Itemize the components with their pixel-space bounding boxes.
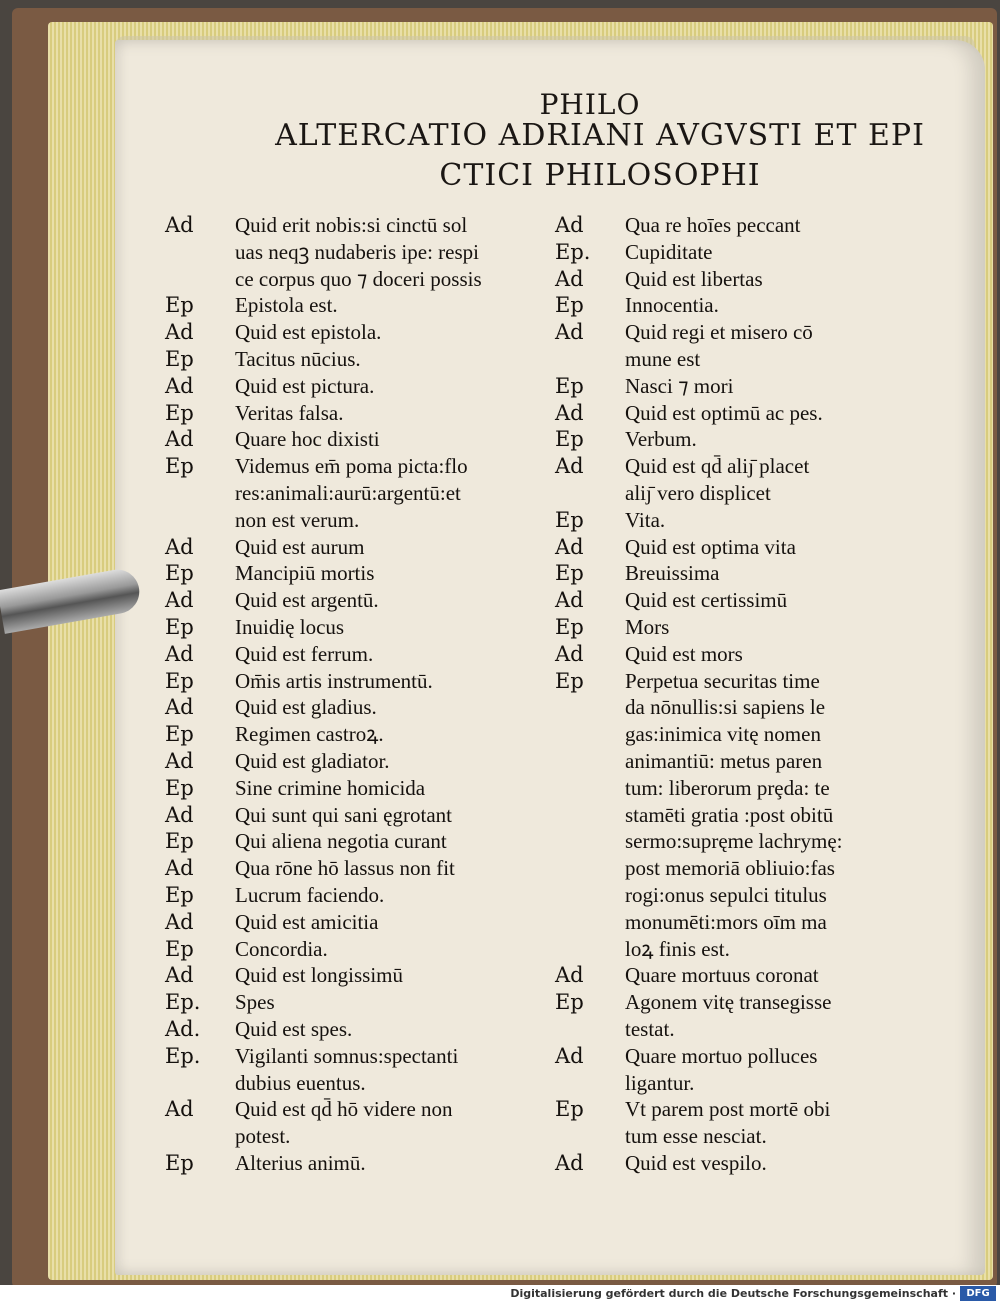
dialogue-text xyxy=(235,962,403,989)
dialogue-text xyxy=(235,641,373,668)
speaker-label: Ad xyxy=(165,856,194,881)
dialogue-entry xyxy=(555,560,900,587)
dialogue-entry xyxy=(165,775,545,802)
text-line: res:animali:aurū:argentū:et xyxy=(235,480,461,505)
dialogue-entry xyxy=(555,668,900,963)
dialogue-entry xyxy=(555,614,900,641)
dialogue-text xyxy=(625,614,669,641)
speaker-label: Ad xyxy=(555,454,584,479)
text-line: dubius euentus. xyxy=(235,1070,366,1095)
text-line: Sine crimine homicida xyxy=(235,775,426,800)
text-line: Quid erit nobis:si cinctū sol xyxy=(235,213,468,237)
dialogue-text xyxy=(625,962,819,989)
dialogue-entry xyxy=(555,319,900,373)
text-line: tum esse nesciat. xyxy=(625,1124,767,1149)
speaker-label: Ep xyxy=(555,427,584,452)
dialogue-entry xyxy=(165,614,545,641)
text-line: Quid est mors xyxy=(625,641,743,666)
footer-bar xyxy=(0,1285,1000,1303)
text-line: Vita. xyxy=(625,507,666,532)
dialogue-text xyxy=(625,534,796,561)
speaker-label: Ad xyxy=(165,373,194,398)
speaker-label: Ep xyxy=(165,1150,194,1175)
speaker-label: Ad xyxy=(165,427,194,452)
dialogue-text xyxy=(235,748,390,775)
dialogue-entry xyxy=(555,962,900,989)
dialogue-entry xyxy=(555,1150,900,1177)
dialogue-entry xyxy=(165,292,545,319)
footer-text: Digitalisierung gefördert durch die Deutsche Forschungsgemeinschaft · xyxy=(510,1287,956,1300)
text-line: Quid est gladius. xyxy=(235,695,377,720)
dialogue-text xyxy=(235,1150,366,1177)
dialogue-entry xyxy=(165,989,545,1016)
text-line: Cupiditate xyxy=(625,239,713,264)
text-line: Breuissima xyxy=(625,561,720,586)
text-line: Quid est optima vita xyxy=(625,534,796,559)
dialogue-text xyxy=(235,400,343,427)
speaker-label: Ad xyxy=(165,748,194,773)
dialogue-entry xyxy=(165,882,545,909)
text-line: Qui aliena negotia curant xyxy=(235,829,447,854)
speaker-label: Ad xyxy=(165,1097,194,1122)
dialogue-entry xyxy=(165,668,545,695)
dialogue-entry xyxy=(165,1096,545,1150)
text-line: Quid est longissimū xyxy=(235,963,404,988)
text-line: Videmus em̄ poma picta:flo xyxy=(235,454,468,479)
text-line: ce corpus quo ⁊ doceri possis xyxy=(235,266,482,291)
dialogue-text xyxy=(235,587,379,614)
speaker-label: Ad xyxy=(555,588,584,613)
text-line: Quid est ferrum. xyxy=(235,641,374,666)
dialogue-text xyxy=(625,641,743,668)
text-line: tum: liberorum prȩda: te xyxy=(625,775,830,800)
text-line: stamēti gratia :post obitū xyxy=(625,802,834,827)
dialogue-entry xyxy=(165,802,545,829)
speaker-label: Ep xyxy=(555,668,584,693)
dialogue-entry xyxy=(555,373,900,400)
speaker-label: Ep xyxy=(165,936,194,961)
dialogue-text xyxy=(625,212,801,239)
dialogue-entry xyxy=(165,1043,545,1097)
speaker-label: Ep xyxy=(165,775,194,800)
dialogue-text xyxy=(235,775,425,802)
text-line: testat. xyxy=(625,1016,675,1041)
text-line: Regimen castroꝝ. xyxy=(235,722,384,747)
speaker-label: Ad xyxy=(165,963,194,988)
dialogue-text xyxy=(235,882,384,909)
dialogue-text xyxy=(625,668,843,963)
speaker-label: Ep xyxy=(165,668,194,693)
speaker-label: Ep xyxy=(555,614,584,639)
speaker-label: Ep xyxy=(555,561,584,586)
running-head: PHILO xyxy=(539,88,641,121)
dialogue-text xyxy=(625,587,787,614)
dialogue-text xyxy=(235,1016,352,1043)
text-line: Agonem vitę transegisse xyxy=(625,990,832,1015)
dialogue-entry xyxy=(165,587,545,614)
text-line: Quid est vespilo. xyxy=(625,1150,767,1175)
speaker-label: Ad. xyxy=(165,1016,201,1041)
dialogue-text xyxy=(235,534,364,561)
dialogue-text xyxy=(235,668,433,695)
dialogue-text xyxy=(625,453,809,507)
text-line: Quid est qd̄ hō videre non xyxy=(235,1097,453,1122)
dialogue-text xyxy=(235,319,381,346)
dialogue-text xyxy=(235,855,455,882)
dialogue-entry xyxy=(165,534,545,561)
dialogue-text xyxy=(235,373,374,400)
speaker-label: Ep xyxy=(165,293,194,318)
speaker-label: Ad xyxy=(165,802,194,827)
text-line: Om̄is artis instrumentū. xyxy=(235,668,433,693)
text-line: Veritas falsa. xyxy=(235,400,344,425)
speaker-label: Ep xyxy=(555,507,584,532)
dialogue-text xyxy=(235,909,378,936)
text-line: Vigilanti somnus:spectanti xyxy=(235,1043,459,1068)
text-line: Epistola est. xyxy=(235,293,338,318)
dialogue-text xyxy=(235,426,380,453)
dialogue-entry xyxy=(165,748,545,775)
speaker-label: Ep xyxy=(165,829,194,854)
title-line-2: CTICI PHILOSOPHI xyxy=(439,158,761,193)
speaker-label: Ad xyxy=(165,695,194,720)
dialogue-entry xyxy=(555,534,900,561)
right-column xyxy=(555,212,900,1177)
text-line: Verbum. xyxy=(625,427,697,452)
text-line: Qui sunt qui sani ęgrotant xyxy=(235,802,452,827)
speaker-label: Ep. xyxy=(165,1043,201,1068)
text-line: Quid est optimū ac pes. xyxy=(625,400,823,425)
dialogue-text xyxy=(625,507,665,534)
dialogue-entry xyxy=(165,400,545,427)
speaker-label: Ep. xyxy=(165,990,201,1015)
text-line: Quid est amicitia xyxy=(235,909,379,934)
left-column xyxy=(165,212,545,1177)
dialogue-text xyxy=(625,989,831,1043)
dialogue-entry xyxy=(165,855,545,882)
dialogue-text xyxy=(235,560,374,587)
text-line: non est verum. xyxy=(235,507,360,532)
dialogue-entry xyxy=(555,400,900,427)
dialogue-text xyxy=(625,292,719,319)
text-line: Qua rōne hō lassus non fit xyxy=(235,856,455,881)
dialogue-text xyxy=(235,802,452,829)
dialogue-text xyxy=(625,426,697,453)
dialogue-entry xyxy=(555,239,900,266)
text-line: Nasci ⁊ mori xyxy=(625,373,734,398)
text-line: Alterius animū. xyxy=(235,1150,366,1175)
text-line: monumēti:mors oīm ma xyxy=(625,909,827,934)
dialogue-entry xyxy=(165,426,545,453)
text-line: Quid regi et misero cō xyxy=(625,320,813,345)
speaker-label: Ep xyxy=(555,293,584,318)
dialogue-entry xyxy=(555,587,900,614)
dialogue-text xyxy=(235,828,447,855)
text-line: aliȷ̄ vero displicet xyxy=(625,480,771,505)
dialogue-text xyxy=(625,1096,830,1150)
dialogue-entry xyxy=(555,453,900,507)
speaker-label: Ad xyxy=(555,400,584,425)
text-line: Quid est spes. xyxy=(235,1016,353,1041)
text-line: Perpetua securitas time xyxy=(625,668,820,693)
text-line: Quid est libertas xyxy=(625,266,763,291)
dfg-logo: DFG xyxy=(960,1286,996,1301)
dialogue-entry xyxy=(555,292,900,319)
speaker-label: Ad xyxy=(165,588,194,613)
text-line: Quare hoc dixisti xyxy=(235,427,380,452)
speaker-label: Ad xyxy=(555,266,584,291)
text-line: Inuidię locus xyxy=(235,614,345,639)
dialogue-entry xyxy=(165,962,545,989)
dialogue-entry xyxy=(165,373,545,400)
dialogue-entry xyxy=(165,641,545,668)
text-line: Quid est aurum xyxy=(235,534,365,559)
dialogue-text xyxy=(625,266,763,293)
speaker-label: Ad xyxy=(165,641,194,666)
dialogue-text xyxy=(235,292,338,319)
text-line: Quare mortuo polluces xyxy=(625,1043,818,1068)
title-line-1: ALTERCATIO ADRIANI AVGVSTI ET EPI xyxy=(275,118,925,153)
dialogue-entry xyxy=(165,936,545,963)
speaker-label: Ad xyxy=(165,909,194,934)
dialogue-entry xyxy=(165,828,545,855)
speaker-label: Ep. xyxy=(555,239,591,264)
dialogue-entry xyxy=(165,453,545,533)
dialogue-entry xyxy=(165,560,545,587)
text-line: Quare mortuus coronat xyxy=(625,963,819,988)
speaker-label: Ad xyxy=(555,641,584,666)
dialogue-text xyxy=(235,989,275,1016)
speaker-label: Ep xyxy=(165,722,194,747)
dialogue-entry xyxy=(165,1016,545,1043)
dialogue-text xyxy=(235,212,482,292)
text-line: Mancipiū mortis xyxy=(235,561,375,586)
text-line: da nōnullis:si sapiens le xyxy=(625,695,826,720)
text-line: mune est xyxy=(625,346,701,371)
text-line: Concordia. xyxy=(235,936,328,961)
speaker-label: Ad xyxy=(165,534,194,559)
text-line: Tacitus nūcius. xyxy=(235,346,361,371)
dialogue-entry xyxy=(555,212,900,239)
dialogue-entry xyxy=(165,319,545,346)
speaker-label: Ep xyxy=(165,346,194,371)
dialogue-entry xyxy=(165,909,545,936)
speaker-label: Ad xyxy=(555,213,584,237)
dialogue-text xyxy=(625,1043,817,1097)
speaker-label: Ad xyxy=(165,320,194,345)
dialogue-entry xyxy=(165,212,545,292)
dialogue-text xyxy=(235,694,377,721)
speaker-label: Ad xyxy=(555,534,584,559)
text-line: rogi:onus sepulci titulus xyxy=(625,882,827,907)
dialogue-entry xyxy=(555,641,900,668)
speaker-label: Ep xyxy=(165,400,194,425)
dialogue-entry xyxy=(555,1096,900,1150)
speaker-label: Ad xyxy=(555,320,584,345)
text-line: Quid est pictura. xyxy=(235,373,375,398)
text-line: animantiū: metus paren xyxy=(625,748,823,773)
speaker-label: Ad xyxy=(555,1150,584,1175)
dialogue-text xyxy=(625,560,720,587)
text-line: loꝝ finis est. xyxy=(625,936,730,961)
speaker-label: Ep xyxy=(555,990,584,1015)
dialogue-text xyxy=(235,453,468,533)
dialogue-text xyxy=(625,239,713,266)
speaker-label: Ep xyxy=(555,1097,584,1122)
text-line: gas:inimica vitę nomen xyxy=(625,722,821,747)
dialogue-text xyxy=(235,346,361,373)
dialogue-entry xyxy=(555,266,900,293)
speaker-label: Ep xyxy=(165,882,194,907)
text-line: Spes xyxy=(235,990,275,1015)
dialogue-entry xyxy=(555,426,900,453)
dialogue-text xyxy=(625,373,733,400)
text-line: post memoriā obliuio:fas xyxy=(625,856,835,881)
dialogue-entry xyxy=(555,1043,900,1097)
text-line: Innocentia. xyxy=(625,293,719,318)
dialogue-text xyxy=(625,1150,767,1177)
text-line: Quid est argentū. xyxy=(235,588,379,613)
dialogue-text xyxy=(235,1096,453,1150)
text-line: potest. xyxy=(235,1124,291,1149)
dialogue-entry xyxy=(165,346,545,373)
dialogue-text xyxy=(235,936,328,963)
dialogue-entry xyxy=(555,507,900,534)
dialogue-text xyxy=(625,319,813,373)
text-line: Quid est qd̄ aliȷ̄ placet xyxy=(625,454,810,479)
speaker-label: Ad xyxy=(555,1043,584,1068)
speaker-label: Ep xyxy=(165,614,194,639)
dialogue-entry xyxy=(555,989,900,1043)
speaker-label: Ad xyxy=(165,213,194,237)
speaker-label: Ep xyxy=(165,561,194,586)
dialogue-text xyxy=(235,1043,458,1097)
dialogue-entry xyxy=(165,1150,545,1177)
speaker-label: Ad xyxy=(555,963,584,988)
text-line: uas neqꝫ nudaberis ipe: respi xyxy=(235,239,479,264)
text-line: Quid est gladiator. xyxy=(235,748,390,773)
text-line: sermo:supręme lachrymę: xyxy=(625,829,843,854)
text-line: ligantur. xyxy=(625,1070,695,1095)
text-line: Lucrum faciendo. xyxy=(235,882,385,907)
text-line: Vt parem post mortē obi xyxy=(625,1097,831,1122)
text-line: Mors xyxy=(625,614,670,639)
text-line: Quid est certissimū xyxy=(625,588,788,613)
dialogue-entry xyxy=(165,721,545,748)
speaker-label: Ep xyxy=(555,373,584,398)
dialogue-entry xyxy=(165,694,545,721)
dialogue-text xyxy=(235,614,344,641)
text-line: Qua re hoīes peccant xyxy=(625,213,801,237)
speaker-label: Ep xyxy=(165,454,194,479)
dialogue-text xyxy=(235,721,384,748)
dialogue-text xyxy=(625,400,823,427)
text-line: Quid est epistola. xyxy=(235,320,382,345)
